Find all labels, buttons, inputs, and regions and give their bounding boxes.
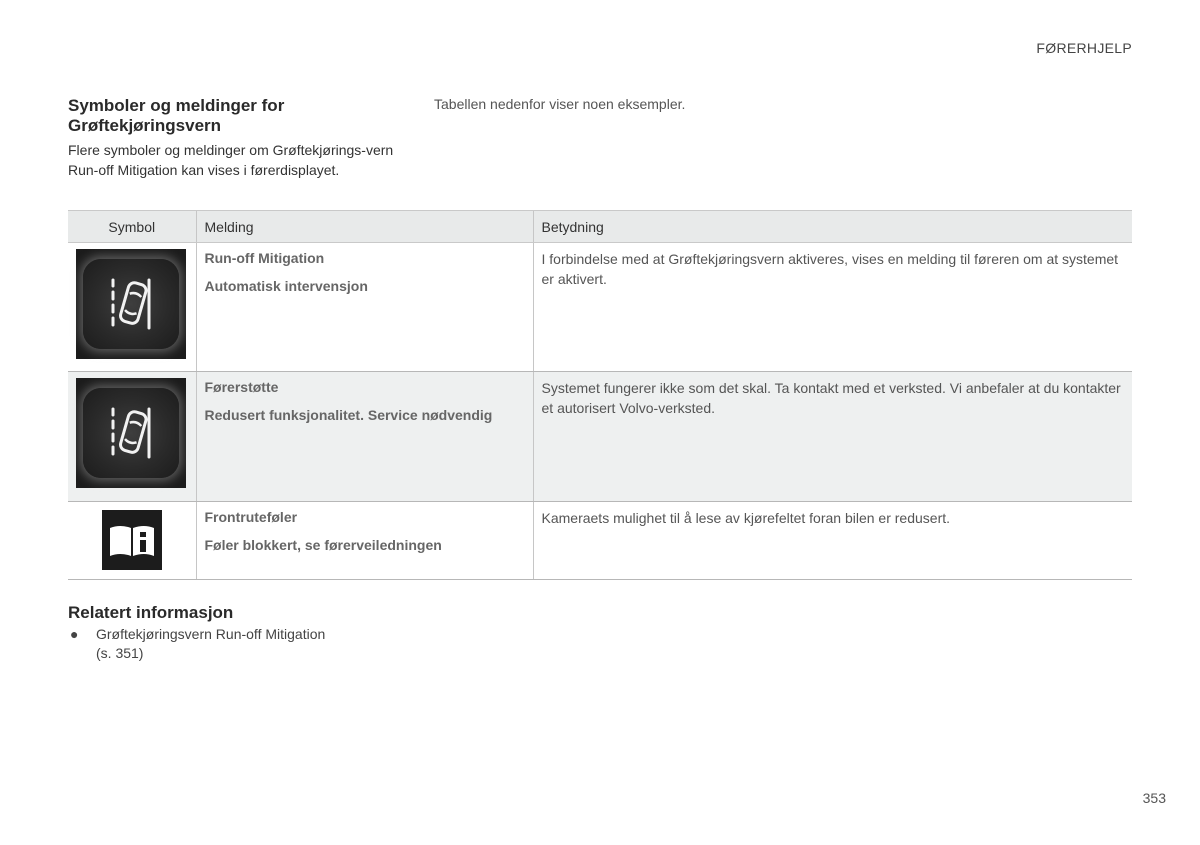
related-info-title: Relatert informasjon [68,603,234,622]
lane-departure-car-icon [76,378,186,488]
intro-text: Flere symboler og meldinger om Grøftekjørings-vern Run-off Mitigation kan vises i førerdisplayet. [68,142,394,178]
column-header-message: Melding [196,211,533,243]
meaning-text: I forbindelse med at Grøftekjøringsvern aktiveres, vises en melding til føreren om at systemet er aktivert. [541,251,1119,287]
message-text: Redusert funksjonalitet. Service nødvendig [204,407,493,423]
symbol-cell [68,502,196,580]
message-text: Automatisk intervensjon [204,278,368,294]
symbols-table [68,210,1132,580]
table-header-row [68,211,1132,243]
section-header: FØRERHJELP [1036,40,1132,56]
table-row [68,502,1132,580]
page-title: Symboler og meldinger for Grøftekjøringsvern [68,96,285,135]
message-title: Førerstøtte [204,379,279,395]
column-header-symbol: Symbol [68,211,196,243]
table-note: Tabellen nedenfor viser noen eksempler. [434,96,686,112]
related-info-list [68,625,388,663]
table-row [68,372,1132,502]
symbol-cell [68,243,196,372]
message-cell [196,372,533,502]
meaning-cell [533,502,1132,580]
meaning-text: Systemet fungerer ikke som det skal. Ta kontakt med et verksted. Vi anbefaler at du kontakter et autorisert Volvo-verksted. [541,380,1121,416]
meaning-cell [533,372,1132,502]
list-item[interactable] [68,625,388,663]
message-title: Run-off Mitigation [204,250,325,266]
lane-departure-car-icon [76,249,186,359]
table-row [68,243,1132,372]
manual-info-book-icon [102,510,162,570]
message-text: Føler blokkert, se førerveiledningen [204,537,442,553]
bullet-icon: ● [70,626,79,642]
column-header-meaning: Betydning [533,211,1132,243]
message-cell [196,243,533,372]
page-number: 353 [1142,790,1166,806]
message-cell [196,502,533,580]
message-title: Frontruteføler [204,509,298,525]
related-link[interactable]: Grøftekjøringsvern Run-off Mitigation [96,626,326,642]
meaning-cell [533,243,1132,372]
symbol-cell [68,372,196,502]
page-reference: (s. 351) [96,645,144,661]
meaning-text: Kameraets mulighet til å lese av kjørefeltet foran bilen er redusert. [541,510,951,526]
